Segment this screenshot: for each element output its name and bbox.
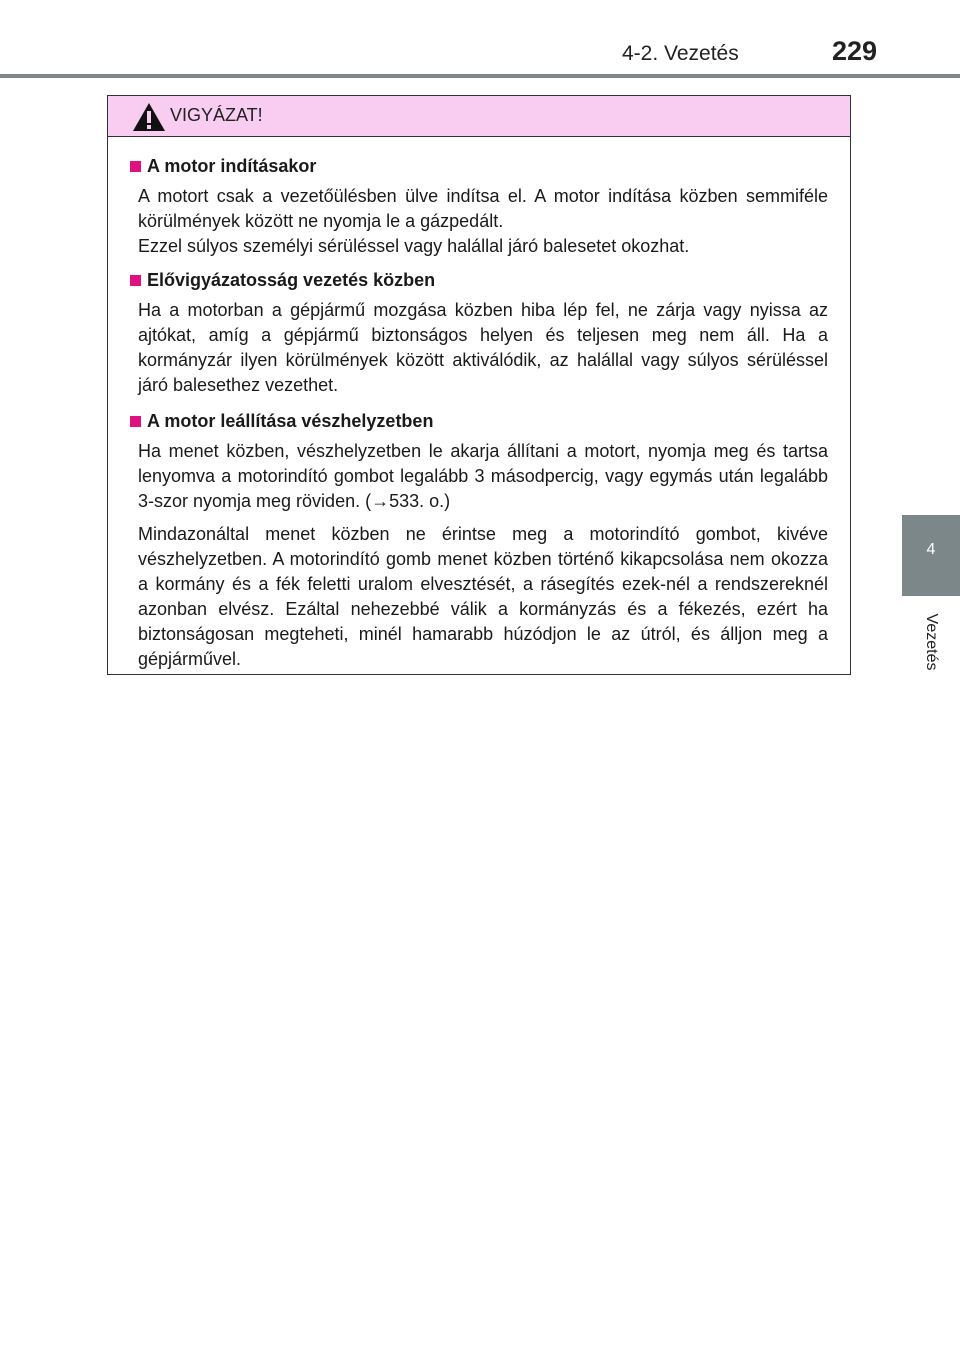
page-number: 229	[832, 36, 878, 66]
chapter-number: 4	[926, 541, 936, 558]
paragraph-text: Ha a motorban a gépjármű mozgása közben hiba lép fel, ne zárja vagy nyissa az ajtókat, amíg a gépjármű biztonságos helyen és teljesen meg nem áll. Ha a kormányzár ilyen körülmények között aktiválódik, az halállal vagy súlyos sérüléssel járó balesethez vezethet.	[138, 300, 828, 395]
paragraph-text: A motort csak a vezetőülésben ülve indítsa el. A motor indítása közben semmiféle körülmények között ne nyomja le a gázpedált.	[138, 186, 828, 231]
chapter-label: Vezetés	[923, 613, 940, 671]
subsection-engine-start	[130, 151, 828, 259]
warning-body	[108, 137, 850, 672]
subsection-heading	[130, 151, 828, 181]
chapter-tab	[902, 515, 960, 596]
subsection-emergency-stop	[130, 406, 828, 672]
warning-header	[108, 96, 850, 137]
subsection-heading	[130, 406, 828, 436]
square-bullet-icon	[130, 275, 141, 286]
subsection-heading-text: A motor indításakor	[147, 156, 317, 176]
section-title: 4-2. Vezetés	[622, 42, 739, 65]
subsection-heading-text: A motor leállítása vészhelyzetben	[147, 411, 434, 431]
warning-title: VIGYÁZAT!	[170, 105, 263, 125]
warning-box	[107, 95, 851, 675]
subsection-heading	[130, 265, 828, 295]
header-divider	[0, 74, 960, 78]
paragraph-text: Ezzel súlyos személyi sérüléssel vagy halállal járó balesetet okozhat.	[138, 236, 690, 256]
square-bullet-icon	[130, 161, 141, 172]
square-bullet-icon	[130, 416, 141, 427]
paragraph	[130, 184, 828, 259]
paragraph-text: Ha menet közben, vészhelyzetben le akarja állítani a motort, nyomja meg és tartsa lenyomva a motorindító gombot legalább 3 másodpercig, vagy egymás után legalább 3-szor nyomja meg röviden. (→533. o.)	[138, 441, 828, 511]
subsection-heading-text: Elővigyázatosság vezetés közben	[147, 270, 436, 290]
subsection-driving-caution	[130, 265, 828, 398]
paragraph-text: Mindazonáltal menet közben ne érintse meg a motorindító gombot, kivéve vészhelyzetben. A motorindító gomb menet közben történő kikapcsolása nem okozza a kormány és a fék feletti uralom elvesztését, a rásegítés ezek-nél a rendszereknél azonban elvész. Ezáltal nehezebbé válik a kormányzás és a fékezés, ezért ha biztonságosan megteheti, minél hamarabb húzódjon le az útról, és álljon meg a gépjárművel.	[138, 524, 828, 669]
warning-triangle-icon	[132, 102, 166, 132]
